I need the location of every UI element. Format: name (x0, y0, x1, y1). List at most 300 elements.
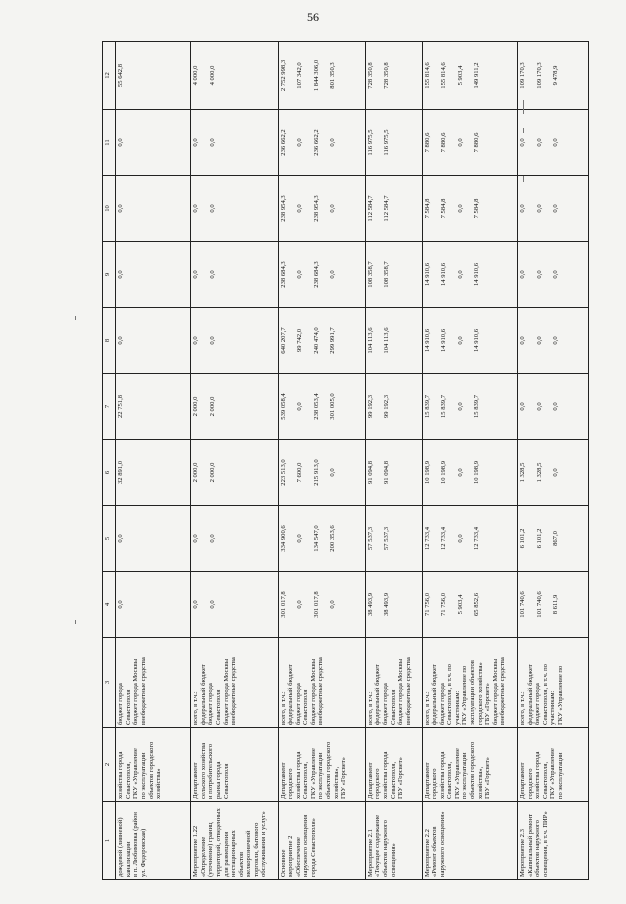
amount-subvalue: 238 053,4 (312, 393, 320, 420)
cell-text-line: городского (431, 768, 439, 799)
cell-text-line: бюджет города Москвы (222, 658, 230, 725)
cell-text-line: Севастополя (215, 689, 222, 725)
amount-subvalue: 10 198,9 (473, 460, 481, 485)
amount-subvalue: 14 910,6 (473, 262, 481, 287)
amount-cell (278, 308, 365, 374)
scan-mark (75, 316, 76, 320)
funding-source-cell (365, 638, 422, 728)
amount-cell (365, 506, 422, 572)
cell-text-line: Севастополя, (541, 761, 549, 799)
amount-subvalue: 0,0 (329, 468, 337, 477)
amount-total: 0,0 (192, 534, 200, 543)
amount-cell (517, 374, 588, 440)
cell-text-line: наружного освещения (302, 814, 310, 877)
measure-name-cell (517, 802, 588, 880)
amount-subvalue: 0,0 (296, 270, 304, 279)
cell-text-line: наружного освещения» (438, 811, 446, 877)
cell-text-line: всего, в т.ч.: (279, 691, 287, 725)
cell-text-line: ГКУ «Управление по (461, 665, 469, 725)
cell-text-line: бюджет города (207, 683, 215, 725)
amount-total: 0,0 (192, 204, 200, 213)
amount-cell (422, 572, 517, 638)
amount-cell (116, 440, 191, 506)
rotated-table-container (102, 42, 589, 880)
amount-cell (422, 440, 517, 506)
cell-text-line: участникам: (453, 690, 461, 725)
cell-text-line: рынка города (215, 761, 222, 799)
amount-cell (422, 110, 517, 176)
amount-total: 0,0 (117, 600, 125, 609)
amount-subvalue: 0,0 (535, 204, 543, 213)
amount-cell (365, 242, 422, 308)
amount-subvalue: 5 903,4 (456, 594, 464, 615)
amount-cell (191, 506, 278, 572)
amount-cell (191, 110, 278, 176)
amount-subvalue: 0,0 (329, 270, 337, 279)
amount-total: 236 662,2 (279, 129, 287, 156)
cell-text-line: (уточнение) границ (207, 822, 215, 877)
amount-subvalue: 2 000,0 (208, 462, 216, 483)
column-header: 9 (103, 242, 116, 308)
cell-text-line: по эксплуатации (317, 752, 325, 799)
amount-total: 334 900,6 (279, 525, 287, 552)
amount-subvalue: 0,0 (535, 402, 543, 411)
measure-name-cell (365, 802, 422, 880)
amount-cell (517, 110, 588, 176)
amount-subvalue: 116 975,5 (383, 129, 391, 156)
amount-total: 14 910,6 (423, 262, 431, 287)
amount-subvalue: 8 611,9 (552, 594, 560, 615)
amount-total: 38 493,9 (366, 592, 374, 617)
cell-text-line: Севастополя (222, 763, 230, 799)
amount-subvalue: 0,0 (329, 600, 337, 609)
amount-cell (278, 110, 365, 176)
amount-total: 0,0 (192, 270, 200, 279)
cell-text-line: «Ремонт объектов (431, 826, 439, 877)
table-row (517, 42, 588, 880)
cell-text-line: бюджет города Москвы (491, 658, 499, 725)
amount-subvalue: 0,0 (456, 468, 464, 477)
column-header: 6 (103, 440, 116, 506)
column-header: 3 (103, 638, 116, 728)
amount-total: 0,0 (518, 270, 526, 279)
cell-text-line: Основное (279, 849, 287, 877)
amount-total: 108 358,7 (366, 261, 374, 288)
table-header-row (103, 42, 116, 880)
amount-total: 0,0 (518, 336, 526, 345)
amount-total: 0,0 (117, 336, 125, 345)
amount-cell (278, 440, 365, 506)
amount-subvalue: 108 358,7 (383, 261, 391, 288)
cell-text-line: Департамент (423, 762, 431, 799)
amount-subvalue: 0,0 (552, 402, 560, 411)
amount-total: 0,0 (117, 204, 125, 213)
cell-text-line: внебюджетные средства (404, 657, 412, 725)
amount-cell (116, 308, 191, 374)
amount-subvalue: 301 017,8 (312, 591, 320, 618)
amount-subvalue: 1 844 306,0 (312, 59, 320, 92)
amount-total: 14 910,6 (423, 328, 431, 353)
cell-text-line: и потребительского (207, 743, 215, 799)
cell-text-line: по эксплуатации (139, 752, 147, 799)
amount-cell (422, 176, 517, 242)
cell-text-line: «Текущее содержание (374, 814, 382, 877)
table-row (116, 42, 191, 880)
amount-total: 104 113,6 (366, 327, 374, 354)
table-row (422, 42, 517, 880)
amount-subvalue: 101 740,6 (535, 591, 543, 618)
amount-subvalue: 301 005,0 (329, 393, 337, 420)
cell-text-line: объектов городского (147, 741, 155, 799)
amount-cell (191, 242, 278, 308)
amount-total: 0,0 (518, 402, 526, 411)
cell-text-line: Департамент (192, 762, 200, 799)
amount-subvalue: 801 350,3 (329, 62, 337, 89)
cell-text-line: освещения, в т.ч. ПИР» (541, 811, 549, 877)
cell-text-line: дождевой (ливневой) (117, 817, 125, 877)
amount-cell (278, 242, 365, 308)
column-header: 11 (103, 110, 116, 176)
amount-subvalue: 0,0 (552, 204, 560, 213)
amount-total: 55 642,8 (117, 63, 125, 88)
amount-subvalue: 0,0 (552, 138, 560, 147)
amount-total: 238 684,3 (279, 261, 287, 288)
cell-text-line: обслуживания и услуг» (260, 811, 268, 877)
amount-subvalue: 99 742,0 (296, 328, 304, 353)
amount-cell (191, 572, 278, 638)
amount-cell (116, 110, 191, 176)
amount-cell (365, 110, 422, 176)
cell-text-line: объектов наружного (381, 820, 389, 877)
cell-text-line: Мероприятие 2.1 (366, 829, 374, 877)
amount-subvalue: 0,0 (456, 138, 464, 147)
cell-text-line: хозяйства» (155, 768, 163, 799)
cell-text-line: ГКУ «Управление (309, 748, 317, 799)
cell-text-line: Севастополя, (124, 761, 132, 799)
cell-text-line: всего, в т.ч.: (192, 691, 200, 725)
amount-subvalue: 867,0 (552, 531, 560, 546)
amount-subvalue: 0,0 (535, 336, 543, 345)
cell-text-line: ГБУ «Горсвет» (397, 757, 405, 799)
amount-cell (191, 308, 278, 374)
cell-text-line: бюджет города (381, 683, 389, 725)
table-row (365, 42, 422, 880)
amount-cell (191, 42, 278, 110)
amount-subvalue: 236 662,2 (312, 129, 320, 156)
cell-text-line: хозяйства города (117, 751, 125, 799)
amount-total: 10 198,9 (423, 460, 431, 485)
cell-text-line: федеральный бюджет (199, 664, 207, 725)
amount-subvalue: 0,0 (552, 468, 560, 477)
cell-text-line: федеральный бюджет (526, 664, 534, 725)
cell-text-line: ГБУ «Горсвет» (484, 683, 492, 725)
amount-cell (365, 440, 422, 506)
scan-mark (523, 128, 524, 133)
measure-name-cell (116, 802, 191, 880)
amount-cell (422, 308, 517, 374)
cell-text-line: объектов (237, 851, 245, 877)
amount-subvalue: 7 584,8 (440, 198, 448, 219)
amount-total: 0,0 (192, 336, 200, 345)
cell-text-line: бюджет города (117, 683, 125, 725)
executor-cell (191, 728, 278, 802)
amount-cell (517, 506, 588, 572)
amount-cell (422, 506, 517, 572)
scan-mark (523, 100, 524, 114)
cell-text-line: Севастополя, (302, 761, 310, 799)
amount-total: 12 733,4 (423, 526, 431, 551)
amount-subvalue: 0,0 (296, 402, 304, 411)
amount-cell (278, 42, 365, 110)
cell-text-line: ГБУ «Горсвет» (484, 757, 492, 799)
cell-text-line: Департамент (518, 762, 526, 799)
cell-text-line: Департамент (366, 762, 374, 799)
cell-text-line: мелкорозничной (245, 830, 253, 877)
amount-subvalue: 7 600,0 (296, 462, 304, 483)
cell-text-line: хозяйства», (332, 766, 340, 799)
amount-subvalue: 149 911,2 (473, 62, 481, 89)
cell-text-line: торговли, бытового (252, 822, 260, 877)
amount-subvalue: 134 547,0 (312, 525, 320, 552)
amount-subvalue: 107 342,0 (296, 62, 304, 89)
column-header: 1 (103, 802, 116, 880)
amount-total: 0,0 (192, 138, 200, 147)
amount-subvalue: 238 684,3 (312, 261, 320, 288)
amount-cell (116, 572, 191, 638)
amount-subvalue: 240 474,0 (312, 327, 320, 354)
amount-total: 539 058,4 (279, 393, 287, 420)
cell-text-line: бюджет города Москвы (397, 658, 405, 725)
table-row (191, 42, 278, 880)
cell-text-line: хозяйства города (381, 751, 389, 799)
amount-cell (365, 176, 422, 242)
cell-text-line: объектов городского (324, 741, 332, 799)
page-number: 56 (307, 10, 319, 24)
amount-cell (422, 242, 517, 308)
cell-text-line: объектов наружного (534, 820, 542, 877)
amount-subvalue: 2 000,0 (208, 396, 216, 417)
amount-subvalue: 0,0 (208, 600, 216, 609)
cell-text-line: «Обеспечение (294, 837, 302, 877)
scan-mark (523, 176, 524, 182)
amount-cell (278, 506, 365, 572)
cell-text-line: эксплуатации объектов (469, 660, 477, 725)
amount-cell (365, 308, 422, 374)
amount-cell (116, 506, 191, 572)
cell-text-line: городского (287, 768, 295, 799)
amount-total: 7 584,8 (423, 198, 431, 219)
amount-cell (116, 374, 191, 440)
amount-total: 640 207,7 (279, 327, 287, 354)
amount-subvalue: 71 756,0 (440, 592, 448, 617)
cell-text-line: по эксплуатации (461, 752, 469, 799)
cell-text-line: объектов городского (469, 741, 477, 799)
amount-cell (517, 242, 588, 308)
cell-text-line: нестационарных (230, 830, 238, 877)
cell-text-line: ГКУ «Управление (132, 748, 140, 799)
cell-text-line: Севастополя, (389, 761, 397, 799)
amount-subvalue: 0,0 (296, 600, 304, 609)
cell-text-line: всего, в т.ч.: (423, 691, 431, 725)
funding-source-cell (278, 638, 365, 728)
amount-subvalue: 7 880,6 (440, 132, 448, 153)
amount-total: 0,0 (117, 270, 125, 279)
measure-name-cell (278, 802, 365, 880)
executor-cell (116, 728, 191, 802)
amount-total: 112 584,7 (366, 195, 374, 222)
amount-cell (191, 176, 278, 242)
amount-subvalue: 0,0 (535, 270, 543, 279)
amount-cell (422, 374, 517, 440)
column-header: 10 (103, 176, 116, 242)
amount-total: 2 000,0 (192, 462, 200, 483)
amount-cell (116, 242, 191, 308)
amount-total: 223 513,0 (279, 459, 287, 486)
cell-text-line: канализации (124, 841, 132, 877)
amount-subvalue: 5 903,4 (456, 65, 464, 86)
amount-total: 0,0 (117, 534, 125, 543)
amount-subvalue: 0,0 (456, 336, 464, 345)
amount-subvalue: 14 910,6 (440, 262, 448, 287)
amount-cell (517, 440, 588, 506)
cell-text-line: Севастополя, (446, 761, 454, 799)
amount-total: 728 350,8 (366, 62, 374, 89)
amount-total: 2 000,0 (192, 396, 200, 417)
executor-cell (517, 728, 588, 802)
amount-subvalue: 109 170,3 (535, 62, 543, 89)
amount-cell (191, 374, 278, 440)
amount-total: 238 954,3 (279, 195, 287, 222)
amount-total: 22 751,8 (117, 394, 125, 419)
cell-text-line: хозяйства города (534, 751, 542, 799)
amount-total: 1 328,5 (518, 462, 526, 483)
amount-subvalue: 0,0 (552, 270, 560, 279)
amount-subvalue: 215 913,0 (312, 459, 320, 486)
cell-text-line: Севастополя (302, 689, 310, 725)
executor-cell (278, 728, 365, 802)
amount-subvalue: 155 814,6 (440, 62, 448, 89)
amount-cell (116, 42, 191, 110)
cell-text-line: внебюджетные средства (230, 657, 238, 725)
amount-cell (191, 440, 278, 506)
cell-text-line: федеральный бюджет (374, 664, 382, 725)
scan-mark (75, 620, 76, 624)
amount-subvalue: 0,0 (208, 204, 216, 213)
funding-source-cell (517, 638, 588, 728)
amount-total: 7 880,6 (423, 132, 431, 153)
amount-cell (278, 374, 365, 440)
executor-cell (365, 728, 422, 802)
cell-text-line: всего, в т.ч.: (518, 691, 526, 725)
amount-subvalue: 0,0 (456, 534, 464, 543)
cell-text-line: федеральный бюджет (431, 664, 439, 725)
table-row (278, 42, 365, 880)
amount-subvalue: 38 493,9 (383, 592, 391, 617)
amount-cell (422, 42, 517, 110)
amount-subvalue: 6 101,2 (535, 528, 543, 549)
amount-subvalue: 0,0 (296, 204, 304, 213)
amount-cell (278, 572, 365, 638)
amount-total: 0,0 (192, 600, 200, 609)
amount-subvalue: 0,0 (456, 270, 464, 279)
cell-text-line: ГКУ «Управление (549, 748, 557, 799)
cell-text-line: ул. Федоровская) (139, 828, 147, 877)
amount-subvalue: 0,0 (456, 402, 464, 411)
amount-subvalue: 65 852,6 (473, 592, 481, 617)
budget-table (102, 41, 589, 880)
cell-text-line: освещения» (389, 843, 397, 877)
cell-text-line: хозяйства», (476, 766, 484, 799)
amount-total: 91 094,8 (366, 460, 374, 485)
amount-subvalue: 57 537,3 (383, 526, 391, 551)
amount-cell (517, 572, 588, 638)
amount-subvalue: 0,0 (208, 138, 216, 147)
cell-text-line: бюджет города (438, 683, 446, 725)
cell-text-line: бюджет города (294, 683, 302, 725)
amount-subvalue: 0,0 (296, 534, 304, 543)
amount-subvalue: 299 991,7 (329, 327, 337, 354)
amount-total: 301 017,8 (279, 591, 287, 618)
cell-text-line: для размещения (222, 831, 230, 877)
amount-total: 57 537,3 (366, 526, 374, 551)
cell-text-line: сельского хозяйства (199, 742, 207, 799)
amount-total: 71 756,0 (423, 592, 431, 617)
amount-subvalue: 0,0 (552, 336, 560, 345)
amount-cell (517, 176, 588, 242)
amount-total: 0,0 (518, 138, 526, 147)
amount-subvalue: 10 198,9 (440, 460, 448, 485)
amount-subvalue: 7 880,6 (473, 132, 481, 153)
cell-text-line: бюджет города Москвы (309, 658, 317, 725)
amount-subvalue: 14 910,6 (440, 328, 448, 353)
cell-text-line: мероприятие 2 (287, 835, 295, 877)
amount-subvalue: 104 113,6 (383, 327, 391, 354)
amount-subvalue: 14 910,6 (473, 328, 481, 353)
cell-text-line: внебюджетные средства (499, 657, 507, 725)
amount-total: 101 740,6 (518, 591, 526, 618)
cell-text-line: внебюджетные средства (317, 657, 325, 725)
amount-total: 155 814,6 (423, 62, 431, 89)
column-header: 5 (103, 506, 116, 572)
cell-text-line: Мероприятие 2.2 (423, 829, 431, 877)
amount-subvalue: 0,0 (329, 204, 337, 213)
cell-text-line: ГКУ «Управление (453, 748, 461, 799)
amount-total: 32 891,0 (117, 460, 125, 485)
column-header: 12 (103, 42, 116, 110)
cell-text-line: территорий, отведенных (215, 808, 222, 877)
amount-subvalue: 238 954,3 (312, 195, 320, 222)
amount-subvalue: 0,0 (296, 138, 304, 147)
cell-text-line: Севастополя (389, 689, 397, 725)
amount-total: 0,0 (117, 138, 125, 147)
cell-text-line: Мероприятие 1.22 (192, 825, 200, 877)
amount-cell (517, 308, 588, 374)
cell-text-line: ГКУ «Управление по (556, 665, 564, 725)
amount-cell (517, 42, 588, 110)
cell-text-line: по эксплуатации (556, 752, 564, 799)
amount-total: 6 101,2 (518, 528, 526, 549)
cell-text-line: городского (374, 768, 382, 799)
measure-name-cell (191, 802, 278, 880)
cell-text-line: Мероприятие 2.3 (518, 829, 526, 877)
amount-subvalue: 15 839,7 (473, 394, 481, 419)
amount-total: 109 170,3 (518, 62, 526, 89)
executor-cell (422, 728, 517, 802)
cell-text-line: федеральный бюджет (287, 664, 295, 725)
amount-subvalue: 12 733,4 (473, 526, 481, 551)
cell-text-line: ГБУ «Горсвет» (340, 757, 348, 799)
amount-total: 99 192,3 (366, 394, 374, 419)
